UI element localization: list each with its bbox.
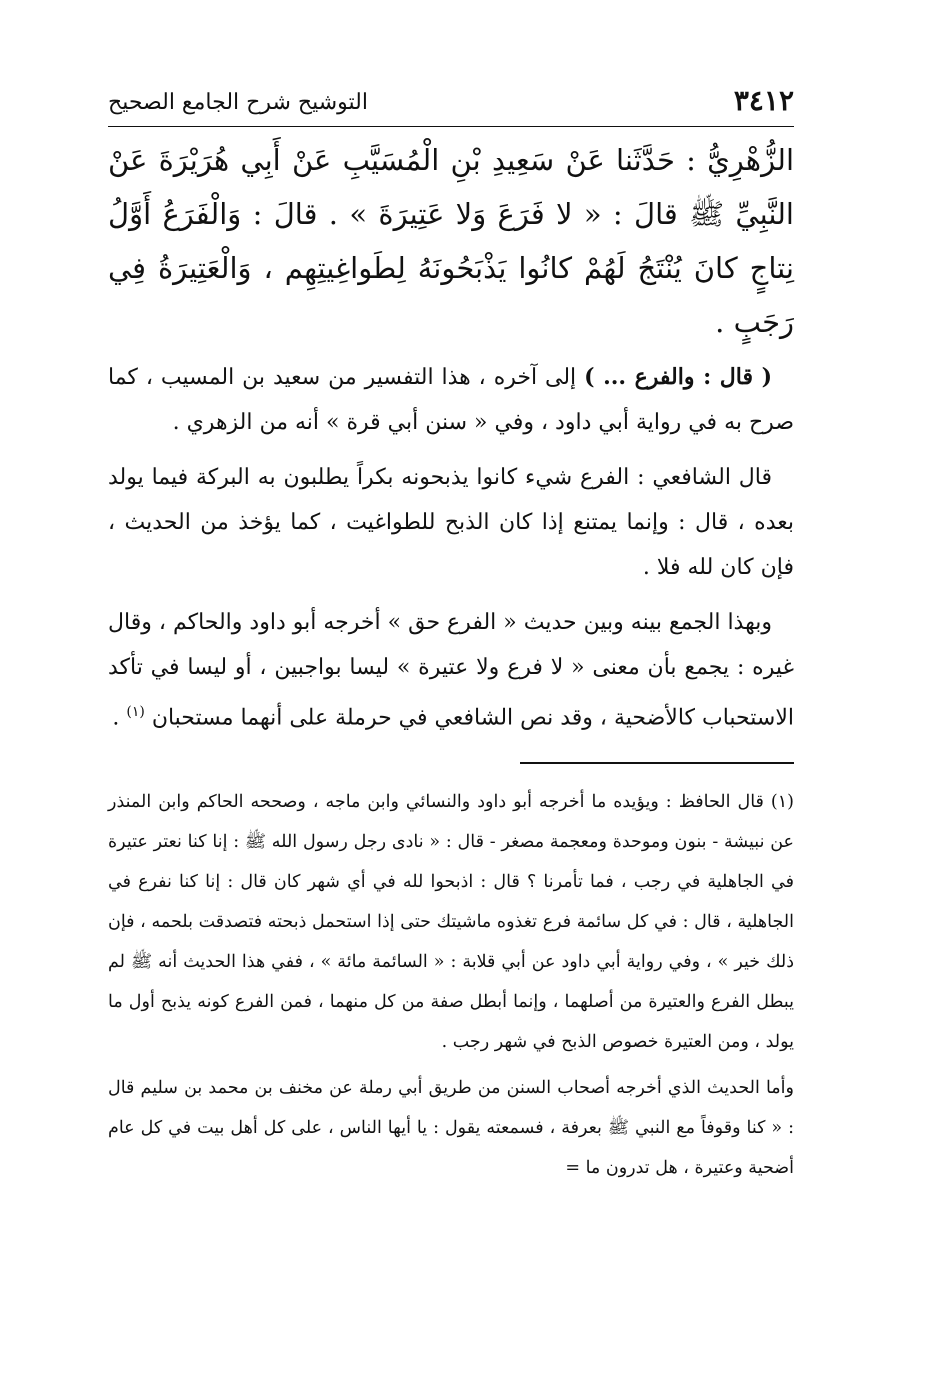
commentary-paragraph-3-end: . xyxy=(112,705,127,731)
hadith-paragraph: الزُّهْرِيُّ : حَدَّثَنا عَنْ سَعِيدِ بْنِ الْمُسَيَّبِ عَنْ أَبِي هُرَيْرَةَ عَنْ النَّبِيِّ ﷺ قالَ : « لا فَرَعَ وَلا عَتِيرَةَ » . قالَ : وَالْفَرَعُ أَوَّلُ نِتاجٍ كانَ يُنْتَجُ لَهُمْ كانُوا يَذْبَحُونَهُ لِطَواغِيتِهِم ، وَالْعَتِيرَةُ فِي رَجَبٍ . xyxy=(108,143,794,339)
commentary-paragraph-2: قال الشافعي : الفرع شيء كانوا يذبحونه بكراً يطلبون به البركة فيما يولد بعده ، قال : وإنما يمتنع إذا كان الذبح للطواغيت ، كما يؤخذ من الحديث ، فإن كان لله فلا . xyxy=(108,465,794,580)
footnote-reference[interactable]: (١) xyxy=(126,704,145,720)
footnote-divider xyxy=(520,762,794,764)
footnote-number: (١) xyxy=(770,792,794,813)
hadith-text xyxy=(108,133,794,349)
commentary xyxy=(108,355,794,740)
footnote-1-text: قال الحافظ : ويؤيده ما أخرجه أبو داود والنسائي وابن ماجه ، وصححه الحاكم وابن المنذر عن نبيشة - بنون وموحدة ومعجمة مصغر - قال : « نادى رجل رسول الله ﷺ : إنا كنا نعتر عتيرة في الجاهلية في رجب ، فما تأمرنا ؟ قال : اذبحوا لله في أي شهر كان قال : إنا كنا نفرع في الجاهلية ، قال : في كل سائمة فرع تغذوه ماشيتك حتى إذا استحمل ذبحته فتصدقت بلحمه ، فإن ذلك خير » ، وفي رواية أبي داود عن أبي قلابة : « السائمة مائة » ، ففي هذا الحديث أنه ﷺ لم يبطل الفرع والعتيرة من أصلهما ، وإنما أبطل صفة من كل منهما ، فمن الفرع كونه يذبح أول ما يولد ، ومن العتيرة خصوص الذبح في شهر رجب . xyxy=(108,792,794,1053)
page-number: ٣٤١٢ xyxy=(733,84,794,117)
commentary-paragraph-3 xyxy=(108,600,794,740)
commentary-paragraph-3-text: وبهذا الجمع بينه وبين حديث « الفرع حق » أخرجه أبو داود والحاكم ، وقال غيره : يجمع بأن معنى « لا فرع ولا عتيرة » ليسا بواجبين ، أو ليسا في تأكد الاستحباب كالأضحية ، وقد نص الشافعي في حرملة على أنهما مستحبان xyxy=(108,610,794,731)
page-header xyxy=(108,80,794,127)
footnotes xyxy=(108,782,794,1188)
footnote-1 xyxy=(108,782,794,1062)
running-title: التوشيح شرح الجامع الصحيح xyxy=(108,90,368,115)
quoted-lemma: ( قال : والفرع ... ) xyxy=(584,364,772,390)
book-page xyxy=(108,80,794,1370)
footnote-1-continued: وأما الحديث الذي أخرجه أصحاب السنن من طريق أبي رملة عن مخنف بن محمد بن سليم قال : « كنا وقوفاً مع النبي ﷺ بعرفة ، فسمعته يقول : يا أيها الناس ، على كل أهل بيت في كل عام أضحية وعتيرة ، هل تدرون ما = xyxy=(108,1078,794,1179)
commentary-paragraph-1-text: إلى آخره ، هذا التفسير من سعيد بن المسيب ، كما صرح به في رواية أبي داود ، وفي « سنن أبي قرة » أنه من الزهري . xyxy=(108,365,794,435)
commentary-paragraph-1 xyxy=(108,355,794,445)
